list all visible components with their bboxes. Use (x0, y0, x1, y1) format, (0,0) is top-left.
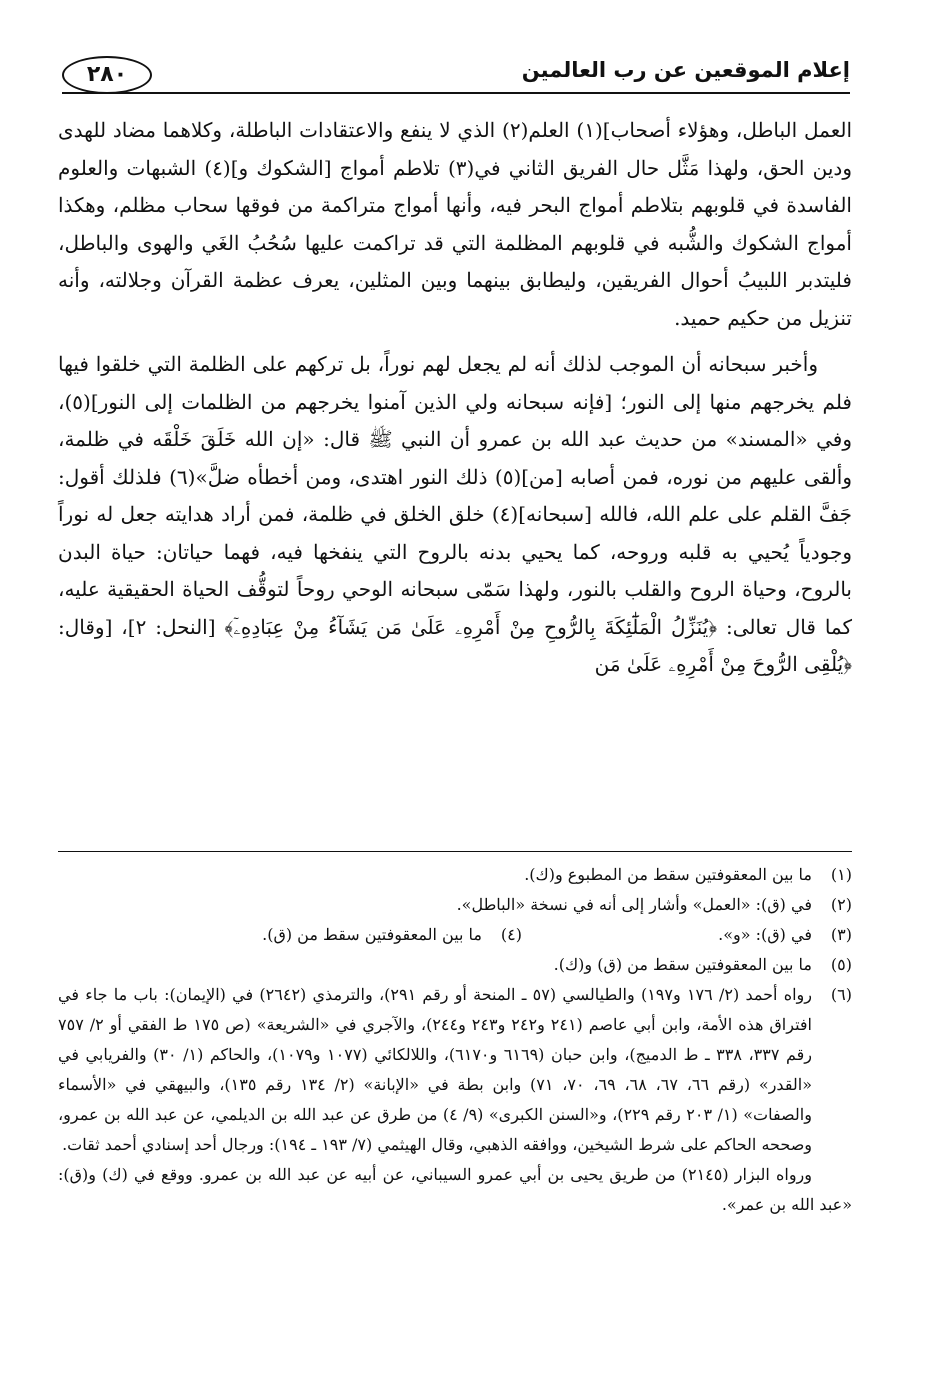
footnote-text: في (ق): «العمل» وأشار إلى أنه في نسخة «الباطل». (456, 895, 812, 914)
footnote-continuation: ورواه البزار (٢١٤٥) من طريق يحيى بن أبي عمرو السيباني، عن أبيه عن عبد الله بن عمرو. ووقع في (ك) و(ق): «عبد الله بن عمر». (58, 1165, 852, 1214)
footnote-mark: (٤) (500, 925, 522, 944)
footnote-text: ما بين المعقوفتين سقط من (ق). (262, 925, 482, 944)
footnote-mark: (٣) (830, 925, 852, 944)
footnote-text: رواه أحمد (٢/ ١٧٦ و١٩٧) والطيالسي (٥٧ ـ المنحة أو رقم ٢٩١)، والترمذي (٢٦٤٢) في (الإيمان): باب ما جاء في افتراق هذه الأمة، وابن أبي عاصم (٢٤١ و٢٤٢ و٢٤٣ و٢٤٤)، والآجري في «الشريعة» (ص ١٧٥ ط الفقي أو ٢/ ٧٥٧ رقم ٣٣٧، ٣٣٨ ـ ط الدميج)، وابن حبان (٦١٦٩ و٦١٧٠)، واللالكائي (١٠٧٧ و١٠٧٩)، والحاكم (١/ ٣٠) والفريابي في «القدر» (رقم ٦٦، ٦٧، ٦٨، ٦٩، ٧٠، ٧١) وابن بطة في «الإبانة» (٢/ ١٣٤ رقم ١٣٥)، والبيهقي في «الأسماء والصفات» (١/ ٢٠٣ رقم ٢٢٩)، و«السنن الكبرى» (٩/ ٤) من طرق عن عبد الله بن الديلمي، عن عبد الله بن عمرو، وصححه الحاكم على شرط الشيخين، ووافقه الذهبي، وقال الهيثمي (٧/ ١٩٣ ـ ١٩٤): ورجال أحد إسنادي أحمد ثقات. (58, 985, 813, 1154)
page-number: ٢٨٠ (62, 56, 152, 94)
body-paragraph: وأخبر سبحانه أن الموجب لذلك أنه لم يجعل لهم نوراً، بل تركهم على الظلمة التي خلقوا فيها فلم يخرجهم منها إلى النور؛ [فإنه سبحانه ولي الذين آمنوا يخرجهم من الظلمات إلى النور](٥)، وفي «المسند» من حديث عبد الله بن عمرو أن النبي ﷺ قال: «إن الله خَلَقَ خَلْقَه في ظلمة، وألقى عليهم من نوره، فمن أصابه [من](٥) ذلك النور اهتدى، ومن أخطأه ضلَّ»(٦) فلذلك أقول: جَفَّ القلم على علم الله، فالله [سبحانه](٤) خلق الخلق في ظلمة، فمن أراد هدايته جعل له نوراً وجودياً يُحيي به قلبه وروحه، كما يحيي بدنه بالروح التي ينفخها فيه، فهما حياتان: حياة البدن بالروح، وحياة الروح والقلب بالنور، ولهذا سَمّى سبحانه الوحي روحاً لتوقُّف الحياة الحقيقية عليه، كما قال تعالى: ﴿يُنَزِّلُ الْمَلَٰٓئِكَةَ بِالرُّوحِ مِنْ أَمْرِهِۦ عَلَىٰ مَن يَشَآءُ مِنْ عِبَادِهِۦٓ﴾ [النحل: ٢]، [وقال: ﴿يُلْقِى الرُّوحَ مِنْ أَمْرِهِۦ عَلَىٰ مَن (58, 352, 853, 676)
footnote-text: في (ق): «و». (718, 925, 812, 944)
main-text (58, 112, 852, 684)
footnote (58, 950, 852, 980)
body-paragraph: العمل الباطل، وهؤلاء أصحاب](١) العلم(٢) الذي لا ينفع والاعتقادات الباطلة، وكلاهما مضاد للهدى ودين الحق، ولهذا مَثَّل حال الفريق الثاني في(٣) تلاطم أمواج [الشكوك و](٤) الشبهات والعلوم الفاسدة في قلوبهم بتلاطم أمواج البحر فيه، وأنها أمواج متراكمة من فوقها سحاب مظلم، وهكذا أمواج الشكوك والشُّبه في قلوبهم المظلمة التي قد تراكمت عليها سُحُبُ الغَي والهوى والباطل، فليتدبر اللبيبُ أحوال الفريقين، وليطابق بينهما وبين المثلين، يعرف عظمة القرآن وجلالته، وأنه تنزيل من حكيم حميد. (58, 118, 852, 330)
footnote-text: ما بين المعقوفتين سقط من (ق) و(ك). (553, 955, 812, 974)
footnote (58, 980, 852, 1160)
footnote-mark: (٢) (830, 895, 852, 914)
running-title: إعلام الموقعين عن رب العالمين (521, 58, 850, 82)
footnote-separator (58, 851, 852, 852)
footnote-pair (58, 920, 852, 950)
header-rule (62, 92, 850, 94)
footnote (522, 920, 852, 950)
footnotes (58, 860, 852, 1220)
footnote-text: ما بين المعقوفتين سقط من المطبوع و(ك). (524, 865, 812, 884)
footnote (58, 920, 522, 950)
footnote (58, 890, 852, 920)
footnote-mark: (٥) (830, 955, 852, 974)
footnote-mark: (٦) (830, 985, 852, 1004)
page-header (62, 52, 850, 96)
footnote (58, 860, 852, 890)
footnote-mark: (١) (830, 865, 852, 884)
